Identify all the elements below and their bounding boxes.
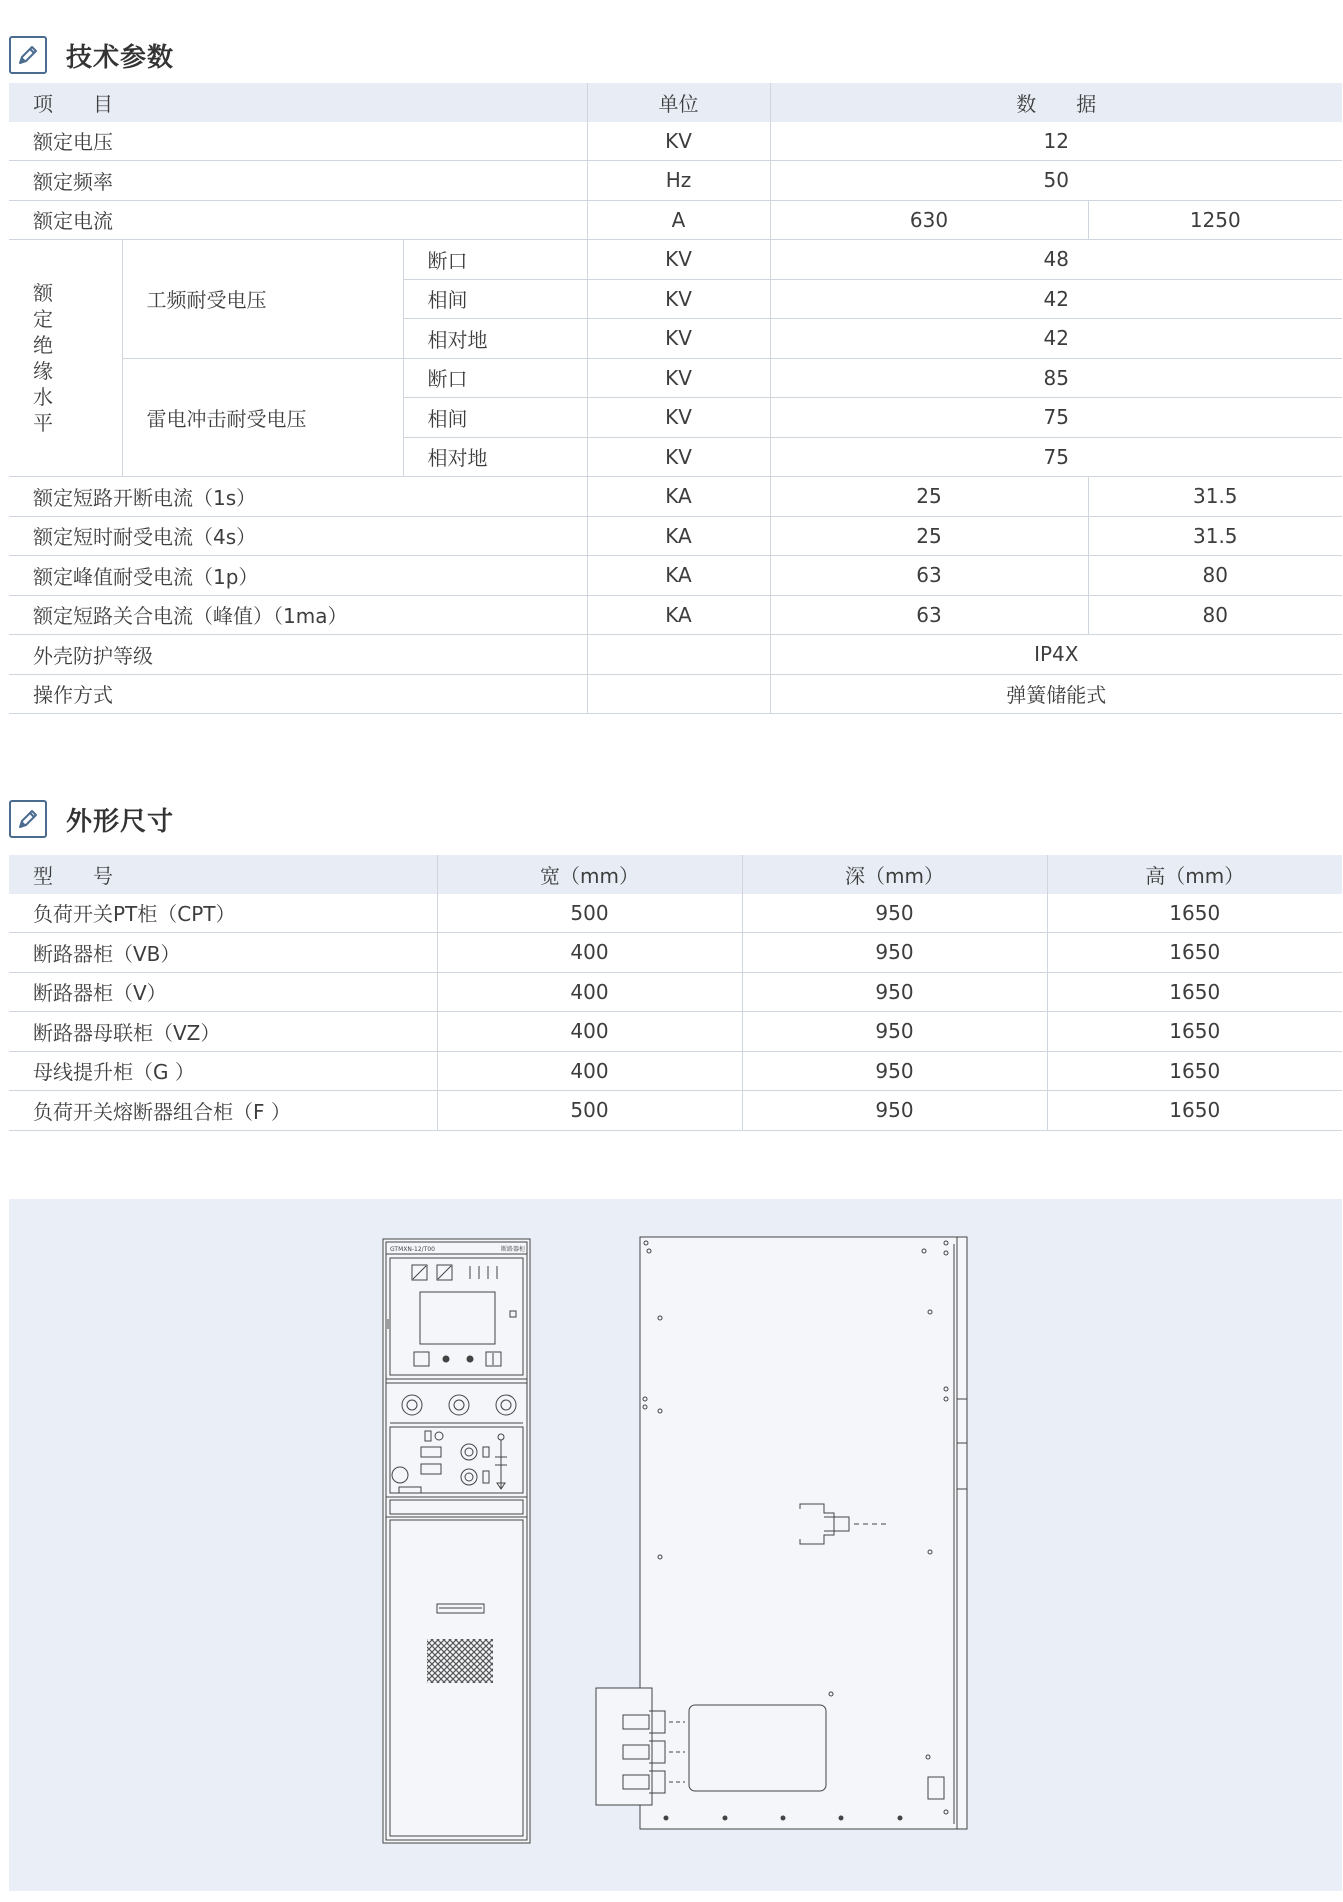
label-char: 缘 (33, 359, 53, 383)
row-height: 1650 (1047, 972, 1342, 1012)
insulation-level-label (9, 240, 122, 477)
row-depth: 950 (742, 1012, 1047, 1052)
table-row (9, 477, 1342, 517)
row-value-1: 630 (770, 200, 1088, 240)
row-model: 断路器母联柜（VZ） (9, 1012, 437, 1052)
table-row (9, 595, 1342, 635)
tech-params-heading (9, 36, 174, 74)
row-sub-label: 相间 (403, 279, 587, 319)
table-row (9, 556, 1342, 596)
table-row (9, 1051, 1342, 1091)
table-row (9, 933, 1342, 973)
header-data: 数 据 (770, 83, 1342, 122)
cabinet-drawing (9, 1199, 1342, 1891)
header-model: 型 号 (9, 855, 437, 894)
row-value-1: 63 (770, 595, 1088, 635)
row-height: 1650 (1047, 1012, 1342, 1052)
row-unit: KA (587, 556, 770, 596)
table-row (9, 674, 1342, 714)
row-depth: 950 (742, 972, 1047, 1012)
row-unit: Hz (587, 161, 770, 201)
row-unit: KV (587, 358, 770, 398)
row-value: 50 (770, 161, 1342, 201)
row-label: 额定电流 (9, 200, 587, 240)
row-unit: KV (587, 398, 770, 438)
row-unit: A (587, 200, 770, 240)
table-row (9, 161, 1342, 201)
row-label: 额定短时耐受电流（4s） (9, 516, 587, 556)
row-unit: KA (587, 477, 770, 517)
dimensions-table (9, 855, 1342, 1131)
row-label: 外壳防护等级 (9, 635, 587, 675)
row-value: 48 (770, 240, 1342, 280)
row-sub-label: 断口 (403, 358, 587, 398)
row-value: 75 (770, 398, 1342, 438)
row-width: 500 (437, 894, 742, 933)
row-model: 母线提升柜（G ） (9, 1051, 437, 1091)
row-unit (587, 635, 770, 675)
label-char: 平 (33, 411, 53, 435)
table-row (9, 635, 1342, 675)
row-value-2: 80 (1088, 595, 1342, 635)
row-value-2: 31.5 (1088, 516, 1342, 556)
row-model: 断路器柜（VB） (9, 933, 437, 973)
table-row (9, 1012, 1342, 1052)
row-depth: 950 (742, 894, 1047, 933)
row-label: 额定电压 (9, 122, 587, 161)
header-depth: 深（mm） (742, 855, 1047, 894)
row-width: 400 (437, 933, 742, 973)
row-label: 额定短路开断电流（1s） (9, 477, 587, 517)
tech-params-table (9, 83, 1342, 714)
cabinet-drawing-area (9, 1199, 1342, 1891)
pencil-icon (9, 36, 47, 74)
row-value-1: 63 (770, 556, 1088, 596)
header-width: 宽（mm） (437, 855, 742, 894)
power-frequency-label: 工频耐受电压 (122, 240, 403, 359)
row-unit: KA (587, 595, 770, 635)
label-char: 定 (33, 307, 53, 331)
row-sub-label: 相对地 (403, 437, 587, 477)
row-sub-label: 断口 (403, 240, 587, 280)
row-value: 12 (770, 122, 1342, 161)
table-row (9, 516, 1342, 556)
row-width: 400 (437, 1051, 742, 1091)
row-height: 1650 (1047, 933, 1342, 973)
table-row (9, 358, 1342, 398)
dimensions-heading (9, 800, 174, 838)
row-width: 400 (437, 972, 742, 1012)
row-value-1: 25 (770, 477, 1088, 517)
row-value-1: 25 (770, 516, 1088, 556)
row-unit (587, 674, 770, 714)
front-model-label: GTMXN-12/T00 (390, 1246, 435, 1253)
row-unit: KV (587, 319, 770, 359)
row-unit: KV (587, 240, 770, 280)
header-item: 项 目 (9, 83, 587, 122)
front-type-label: 断路器柜 (501, 1246, 526, 1253)
label-char: 绝 (33, 333, 53, 357)
row-label: 额定短路关合电流（峰值）（1ma） (9, 595, 587, 635)
row-value-2: 31.5 (1088, 477, 1342, 517)
row-label: 操作方式 (9, 674, 587, 714)
table-row (9, 240, 1342, 280)
row-sub-label: 相间 (403, 398, 587, 438)
row-value-2: 80 (1088, 556, 1342, 596)
row-model: 断路器柜（V） (9, 972, 437, 1012)
row-unit: KA (587, 516, 770, 556)
row-unit: KV (587, 437, 770, 477)
row-height: 1650 (1047, 1051, 1342, 1091)
row-height: 1650 (1047, 894, 1342, 933)
header-height: 高（mm） (1047, 855, 1342, 894)
pencil-icon (9, 800, 47, 838)
row-value: 42 (770, 319, 1342, 359)
header-unit: 单位 (587, 83, 770, 122)
front-view-cabinet (383, 1239, 530, 1843)
lightning-impulse-label: 雷电冲击耐受电压 (122, 358, 403, 477)
row-width: 400 (437, 1012, 742, 1052)
table-header-row (9, 855, 1342, 894)
row-value: 75 (770, 437, 1342, 477)
table-row (9, 972, 1342, 1012)
row-depth: 950 (742, 1091, 1047, 1131)
row-width: 500 (437, 1091, 742, 1131)
table-row (9, 894, 1342, 933)
row-value: IP4X (770, 635, 1342, 675)
row-value: 弹簧储能式 (770, 674, 1342, 714)
row-value: 42 (770, 279, 1342, 319)
row-unit: KV (587, 279, 770, 319)
table-row (9, 122, 1342, 161)
table-header-row (9, 83, 1342, 122)
row-depth: 950 (742, 933, 1047, 973)
row-value: 85 (770, 358, 1342, 398)
row-sub-label: 相对地 (403, 319, 587, 359)
table-row (9, 1091, 1342, 1131)
row-label: 额定峰值耐受电流（1p） (9, 556, 587, 596)
section-title: 外形尺寸 (66, 806, 175, 837)
row-unit: KV (587, 122, 770, 161)
row-model: 负荷开关PT柜（CPT） (9, 894, 437, 933)
side-view-cabinet (596, 1237, 967, 1829)
label-char: 水 (33, 385, 53, 409)
row-label: 额定频率 (9, 161, 587, 201)
row-value-2: 1250 (1088, 200, 1342, 240)
table-row (9, 200, 1342, 240)
row-height: 1650 (1047, 1091, 1342, 1131)
row-depth: 950 (742, 1051, 1047, 1091)
row-model: 负荷开关熔断器组合柜（F ） (9, 1091, 437, 1131)
section-title: 技术参数 (66, 42, 175, 73)
label-char: 额 (33, 281, 53, 305)
